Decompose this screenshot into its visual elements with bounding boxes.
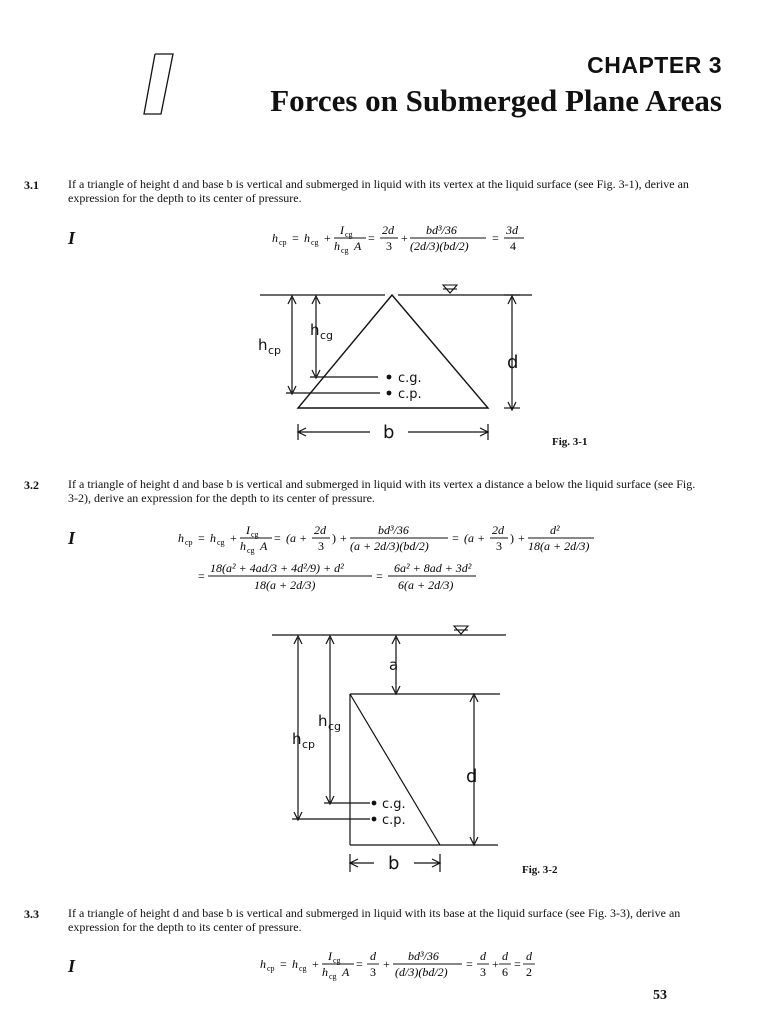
chapter-mark-graphic — [142, 52, 176, 116]
eq-plus: + — [324, 231, 331, 245]
eq-plus: + — [230, 531, 237, 545]
equation-3-1 — [270, 218, 530, 258]
eq-paren-close: ) — [332, 531, 336, 545]
problem-text: If a triangle of height d and base b is vertical and submerged in liquid with its vertex at the liquid surface (see Fig. 3-1), derive an expression for the depth to its center of pressure. — [68, 177, 689, 205]
eq-frac-den: (2d/3)(bd/2) — [410, 239, 469, 253]
eq-equals: = — [356, 957, 363, 971]
solution-marker: I — [68, 956, 76, 976]
eq-frac-den: (a + 2d/3)(bd/2) — [350, 539, 429, 553]
eq-equals: = — [198, 569, 205, 583]
eq-equals: = — [292, 231, 299, 245]
equation-3-2 — [176, 518, 596, 596]
eq-frac-num: bd³/36 — [408, 949, 439, 963]
eq-frac-num-sub: cg — [345, 230, 353, 239]
label-cg: c.g. — [382, 797, 406, 812]
eq-frac-den-tail: A — [342, 965, 350, 979]
label-b: b — [383, 422, 395, 443]
eq-paren-close: ) — [510, 531, 514, 545]
eq-equals: = — [368, 231, 375, 245]
eq-lhs: h — [272, 231, 278, 245]
cg-point — [372, 801, 377, 806]
figure-3-2 — [268, 620, 518, 875]
label-hcg-sub: cg — [320, 329, 334, 342]
label-hcg-sub: cg — [328, 720, 342, 733]
label-a: a — [389, 656, 399, 674]
eq-plus: + — [340, 531, 347, 545]
eq-equals: = — [492, 231, 499, 245]
eq-frac-den: 2 — [526, 965, 532, 979]
eq-frac-den-tail: A — [354, 239, 362, 253]
eq-term: h — [210, 531, 216, 545]
eq-frac-num: I — [246, 523, 250, 537]
label-hcp-sub: cp — [268, 344, 282, 357]
solution-marker: I — [68, 228, 76, 248]
triangle-shape — [298, 295, 488, 408]
label-hcg: h — [318, 712, 328, 730]
eq-lhs-sub: cp — [267, 964, 275, 973]
eq-equals: = — [280, 957, 287, 971]
eq-frac-num: d — [526, 949, 532, 963]
label-cg: c.g. — [398, 371, 422, 386]
eq-frac-num: d — [480, 949, 486, 963]
eq-frac-den-tail: A — [260, 539, 268, 553]
eq-frac-num: I — [340, 223, 344, 237]
eq-frac-num: bd³/36 — [426, 223, 457, 237]
problem-number: 3.1 — [24, 178, 39, 192]
eq-frac-num: 3d — [506, 223, 518, 237]
eq-frac-den: 3 — [386, 239, 392, 253]
cp-point — [372, 817, 377, 822]
eq-equals: = — [274, 531, 281, 545]
eq-lhs: h — [260, 957, 266, 971]
eq-frac-den: 3 — [480, 965, 486, 979]
label-cp: c.p. — [398, 387, 422, 402]
eq-frac-num: d — [370, 949, 376, 963]
eq-lhs-sub: cp — [185, 538, 193, 547]
cg-point — [387, 375, 392, 380]
eq-term-sub: cg — [299, 964, 307, 973]
eq-frac-num: d² — [550, 523, 560, 537]
eq-frac-num-sub: cg — [333, 956, 341, 965]
eq-frac-num: 2d — [314, 523, 326, 537]
chapter-label: CHAPTER 3 — [587, 52, 722, 78]
chapter-title: Forces on Submerged Plane Areas — [270, 83, 722, 118]
eq-plus: + — [401, 231, 408, 245]
eq-frac-den: (d/3)(bd/2) — [395, 965, 448, 979]
problem-number: 3.2 — [24, 478, 39, 492]
eq-frac-den: h — [322, 965, 328, 979]
eq-frac-den: 3 — [318, 539, 324, 553]
label-d: d — [507, 352, 519, 373]
label-hcp-sub: cp — [302, 738, 316, 751]
eq-equals: = — [466, 957, 473, 971]
label-cp: c.p. — [382, 813, 406, 828]
eq-frac-den-sub: cg — [341, 246, 349, 255]
eq-frac-den: 18(a + 2d/3) — [254, 578, 316, 592]
label-hcg: h — [310, 321, 320, 339]
eq-frac-num: 2d — [382, 223, 394, 237]
figure-caption: Fig. 3-2 — [522, 864, 558, 876]
eq-plus: + — [312, 957, 319, 971]
problem-text: If a triangle of height d and base b is vertical and submerged in liquid with its base at the liquid surface (see Fig. 3-3), derive an expression for the depth to its center of pressure. — [68, 906, 681, 934]
eq-equals: = — [514, 957, 521, 971]
eq-lhs: h — [178, 531, 184, 545]
eq-term: h — [304, 231, 310, 245]
eq-frac-den: h — [240, 539, 246, 553]
eq-frac-den: h — [334, 239, 340, 253]
eq-frac-num: 2d — [492, 523, 504, 537]
eq-paren-open: (a + — [286, 531, 308, 545]
eq-plus: + — [518, 531, 525, 545]
eq-term-sub: cg — [217, 538, 225, 547]
eq-frac-num: I — [328, 949, 332, 963]
solution-marker: I — [68, 528, 76, 548]
eq-term-sub: cg — [311, 238, 319, 247]
label-hcp: h — [292, 730, 302, 748]
problem-number: 3.3 — [24, 907, 39, 921]
equation-3-3 — [258, 944, 538, 984]
eq-frac-num: 6a² + 8ad + 3d² — [394, 561, 472, 575]
page-number: 53 — [653, 988, 667, 1003]
eq-equals: = — [376, 569, 383, 583]
eq-paren-open: (a + — [464, 531, 486, 545]
eq-frac-num: 18(a² + 4ad/3 + 4d²/9) + d² — [210, 561, 344, 575]
label-b: b — [388, 853, 400, 874]
eq-frac-den: 6 — [502, 965, 508, 979]
eq-frac-den: 6(a + 2d/3) — [398, 578, 454, 592]
problem-text: If a triangle of height d and base b is vertical and submerged in liquid with its vertex a distance a below the liquid surface (see Fig. 3-2), derive an expression for the depth to its center of pressure. — [68, 477, 696, 505]
eq-frac-den-sub: cg — [329, 972, 337, 981]
eq-frac-num: d — [502, 949, 508, 963]
eq-lhs-sub: cp — [279, 238, 287, 247]
label-hcp: h — [258, 336, 268, 354]
figure-3-1 — [250, 280, 550, 450]
eq-frac-den: 18(a + 2d/3) — [528, 539, 590, 553]
eq-equals: = — [198, 531, 205, 545]
eq-frac-den-sub: cg — [247, 546, 255, 555]
eq-term: h — [292, 957, 298, 971]
eq-equals: = — [452, 531, 459, 545]
eq-plus: + — [383, 957, 390, 971]
cp-point — [387, 391, 392, 396]
figure-caption: Fig. 3-1 — [552, 436, 588, 448]
eq-frac-num: bd³/36 — [378, 523, 409, 537]
eq-frac-den: 3 — [496, 539, 502, 553]
label-d: d — [466, 766, 478, 787]
eq-plus: + — [492, 957, 499, 971]
eq-frac-den: 4 — [510, 239, 516, 253]
eq-frac-num-sub: cg — [251, 530, 259, 539]
eq-frac-den: 3 — [370, 965, 376, 979]
